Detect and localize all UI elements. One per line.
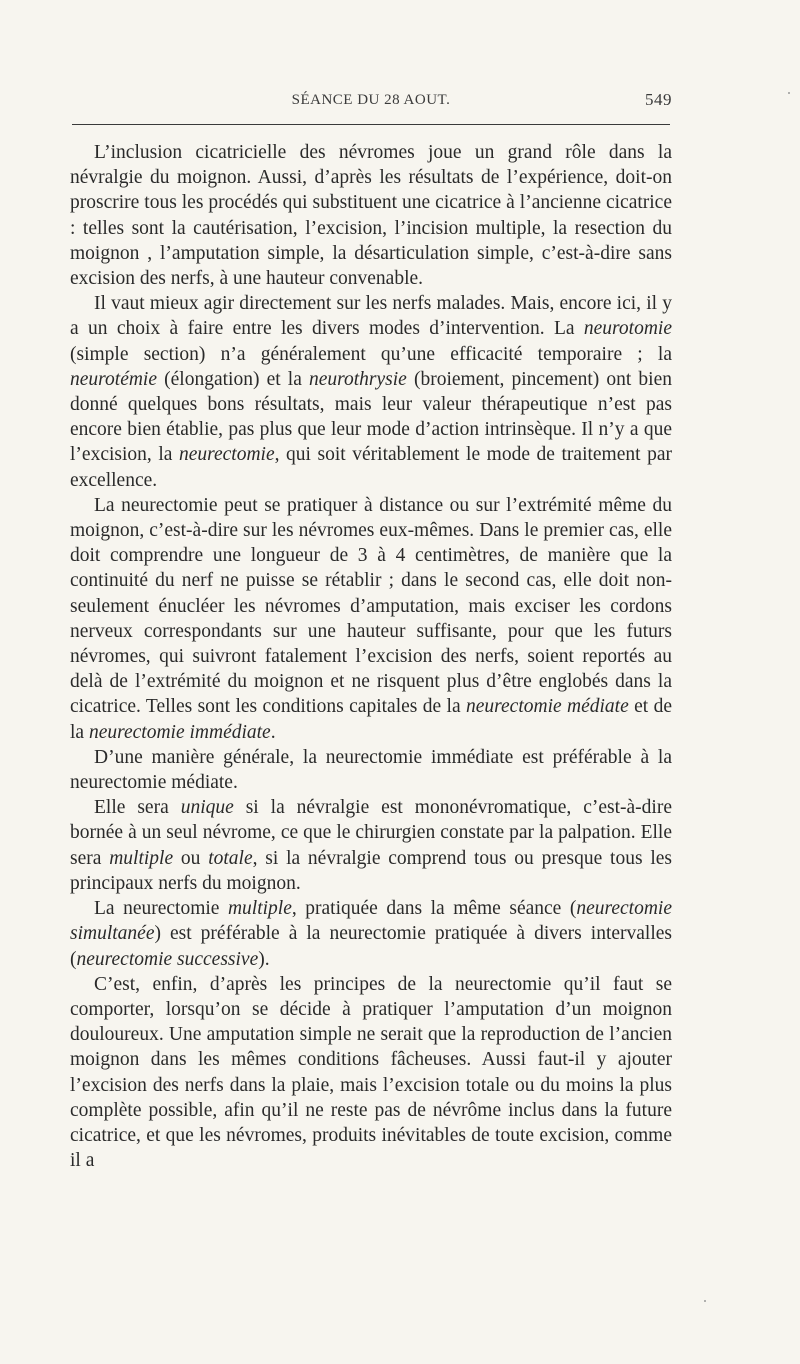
paragraph [70, 745, 672, 795]
paper-speck [788, 92, 790, 94]
text-run: ou [173, 847, 209, 869]
italic-term: multiple [227, 898, 292, 920]
paragraph [70, 493, 672, 745]
text-run: L’inclusion cicatricielle des névromes joue un grand rôle dans la névralgie du moignon. Aussi, d’après les résultats de l’expérience, doit-on proscrire tous les procédés qui substituent une cicatrice à l’ancienne cicatrice : telles sont la cautérisation, l’excision, l’incision multiple, la resection du moignon , l’amputation simple, la désarticulation simple, c’est-à-dire sans excision des nerfs, à une hauteur convenable. [70, 142, 672, 290]
italic-term: neurectomie simultanée [70, 898, 672, 945]
text-run: ). [258, 948, 270, 970]
text-run: si la névralgie est mononévromatique, c’est-à-dire bornée à un seul névrome, ce que le chirurgien constate par la palpation. Elle sera [70, 797, 672, 869]
italic-term: multiple [109, 847, 174, 869]
italic-term: neurectomie immédiate [88, 721, 271, 743]
italic-term: neurotomie [583, 318, 672, 340]
text-run: (simple section) n’a généralement qu’une efficacité temporaire ; la [70, 343, 672, 365]
page-number: 549 [645, 90, 672, 109]
paragraph [70, 291, 672, 493]
italic-term: neurothrysie [308, 368, 407, 390]
paragraph [70, 795, 672, 896]
text-run: , qui soit véritablement le mode de traitement par excellence. [70, 444, 673, 491]
text-run: , pratiquée dans la même séance ( [291, 898, 577, 920]
text-run: Il vaut mieux agir directement sur les nerfs malades. Mais, encore ici, il y a un choix à faire entre les divers modes d’intervention. La [70, 293, 672, 340]
italic-term: neurectomie [178, 444, 275, 466]
text-run: (élongation) et la [157, 368, 309, 390]
paper-speck [704, 1300, 706, 1302]
text-run: Elle sera [94, 797, 181, 819]
text-run: C’est, enfin, d’après les principes de la neurectomie qu’il faut se comporter, lorsqu’on se décide à pratiquer l’amputation d’un moignon douloureux. Une amputation simple ne serait que la reproduction de l’ancien moignon dans les mêmes conditions fâcheuses. Aussi faut-il y ajouter l’excision des nerfs dans la plaie, mais l’excision totale ou du moins la plus complète possible, afin qu’il ne reste pas de névrôme inclus dans la future cicatrice, et que les névromes, produits inévitables de toute excision, comme il a [70, 973, 672, 1172]
text-run: (broiement, pincement) ont bien donné quelques bons résultats, mais leur valeur thérapeutique n’est pas encore bien établie, pas plus que leur mode d’action intrinsèque. Il n’y a que l’excision, la [70, 368, 672, 466]
text-run: . [270, 721, 276, 743]
italic-term: neurotémie [70, 368, 157, 390]
italic-term: neurectomie successive [76, 948, 259, 970]
italic-term: neurectomie médiate [465, 696, 629, 718]
running-title: SÉANCE DU 28 AOUT. [291, 92, 451, 108]
italic-term: unique [180, 797, 234, 819]
body-text [70, 140, 672, 1173]
text-run: ) est préférable à la neurectomie pratiquée à divers intervalles ( [70, 923, 672, 970]
text-run: La neurectomie peut se pratiquer à distance ou sur l’extrémité même du moignon, c’est-à-dire sur les névromes eux-mêmes. Dans le premier cas, elle doit comprendre une longueur de 3 à 4 centimètres, de manière que la continuité du nerf ne puisse se rétablir ; dans le second cas, elle doit non-seulement énucléer les névromes d’amputation, mais exciser les cordons nerveux correspondants sur une hauteur suffisante, pour que les futurs névromes, qui suivront fatalement l’excision des nerfs, soient reportés au delà de l’extrémité du moignon et ne risquent plus d’être englobés dans la cicatrice. Telles sont les conditions capitales de la [70, 494, 672, 718]
paragraph [70, 140, 672, 291]
text-run: et de la [70, 696, 672, 743]
text-run: , si la névralgie comprend tous ou presque tous les principaux nerfs du moignon. [70, 847, 672, 894]
paragraph [70, 896, 672, 972]
text-run: D’une manière générale, la neurectomie immédiate est préférable à la neurectomie médiate. [70, 746, 672, 794]
italic-term: totale [208, 847, 253, 869]
header-rule [72, 124, 670, 125]
page-header [70, 90, 672, 114]
paragraph [70, 972, 672, 1174]
text-run: La neurectomie [94, 898, 228, 920]
